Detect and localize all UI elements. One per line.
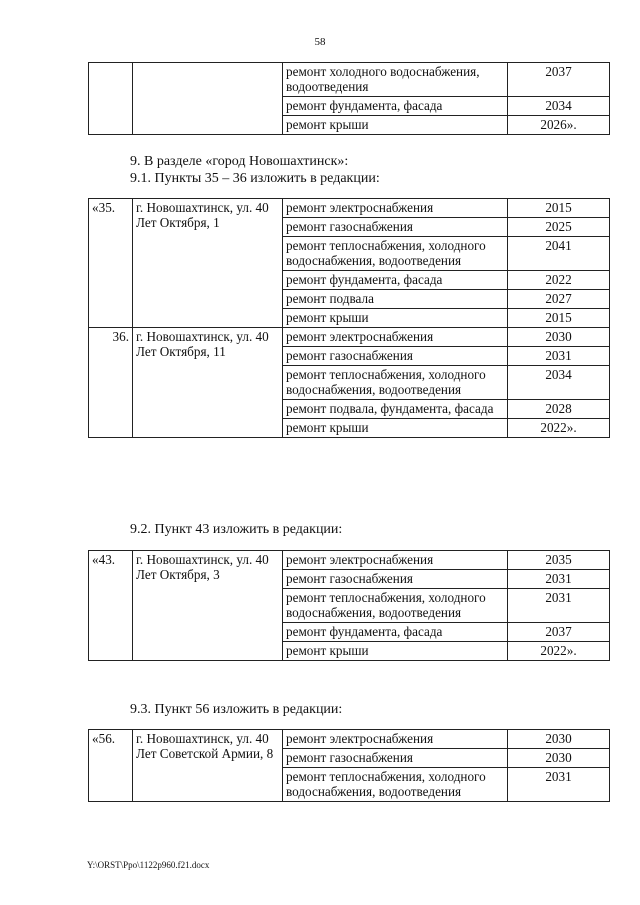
item-number: 36. [89,328,133,438]
work-cell: ремонт холодного водоснабжения, водоотведения [283,63,508,97]
item-56-table [88,729,610,802]
work-cell: ремонт газоснабжения [283,570,508,589]
work-cell: ремонт подвала, фундамента, фасада [283,400,508,419]
item-address: г. Новошахтинск, ул. 40 Лет Октября, 11 [133,328,283,438]
work-cell: ремонт электроснабжения [283,730,508,749]
table-row [89,199,610,218]
year-cell: 2026». [508,116,610,135]
work-cell: ремонт газоснабжения [283,218,508,237]
item-address: г. Новошахтинск, ул. 40 Лет Октября, 1 [133,199,283,328]
year-cell: 2022». [508,419,610,438]
work-cell: ремонт фундамента, фасада [283,97,508,116]
year-cell: 2015 [508,199,610,218]
item-number: «43. [89,551,133,661]
year-cell: 2030 [508,328,610,347]
work-cell: ремонт теплоснабжения, холодного водоснабжения, водоотведения [283,237,508,271]
work-cell: ремонт теплоснабжения, холодного водоснабжения, водоотведения [283,366,508,400]
year-cell: 2015 [508,309,610,328]
sub2-heading: 9.2. Пункт 43 изложить в редакции: [130,522,343,537]
item-address: г. Новошахтинск, ул. 40 Лет Советской Армии, 8 [133,730,283,802]
year-cell: 2035 [508,551,610,570]
work-cell: ремонт теплоснабжения, холодного водоснабжения, водоотведения [283,589,508,623]
file-path-footer: Y:\ORST\Ppo\1122p960.f21.docx [87,860,210,870]
page-number: 58 [314,36,326,48]
year-cell: 2031 [508,347,610,366]
section-heading: 9. В разделе «город Новошахтинск»: [130,154,349,169]
table-row [89,328,610,347]
year-cell: 2030 [508,730,610,749]
work-cell: ремонт фундамента, фасада [283,623,508,642]
item-43-table [88,550,610,661]
items-35-36-table [88,198,610,438]
table-row [89,730,610,749]
year-cell: 2022». [508,642,610,661]
work-cell: ремонт крыши [283,419,508,438]
table-row [89,551,610,570]
year-cell: 2037 [508,623,610,642]
num-cell [89,63,133,135]
year-cell: 2041 [508,237,610,271]
year-cell: 2034 [508,366,610,400]
item-number: «56. [89,730,133,802]
item-address: г. Новошахтинск, ул. 40 Лет Октября, 3 [133,551,283,661]
item-number: «35. [89,199,133,328]
table-row [89,63,610,97]
year-cell: 2031 [508,589,610,623]
address-cell [133,63,283,135]
year-cell: 2031 [508,768,610,802]
year-cell: 2030 [508,749,610,768]
year-cell: 2034 [508,97,610,116]
work-cell: ремонт фундамента, фасада [283,271,508,290]
year-cell: 2022 [508,271,610,290]
work-cell: ремонт электроснабжения [283,328,508,347]
work-cell: ремонт газоснабжения [283,749,508,768]
sub1-heading: 9.1. Пункты 35 – 36 изложить в редакции: [130,171,380,186]
year-cell: 2028 [508,400,610,419]
year-cell: 2031 [508,570,610,589]
year-cell: 2037 [508,63,610,97]
continuation-table [88,62,610,135]
work-cell: ремонт электроснабжения [283,551,508,570]
work-cell: ремонт электроснабжения [283,199,508,218]
work-cell: ремонт крыши [283,642,508,661]
work-cell: ремонт крыши [283,309,508,328]
year-cell: 2025 [508,218,610,237]
work-cell: ремонт теплоснабжения, холодного водоснабжения, водоотведения [283,768,508,802]
work-cell: ремонт газоснабжения [283,347,508,366]
year-cell: 2027 [508,290,610,309]
work-cell: ремонт крыши [283,116,508,135]
sub3-heading: 9.3. Пункт 56 изложить в редакции: [130,702,343,717]
work-cell: ремонт подвала [283,290,508,309]
